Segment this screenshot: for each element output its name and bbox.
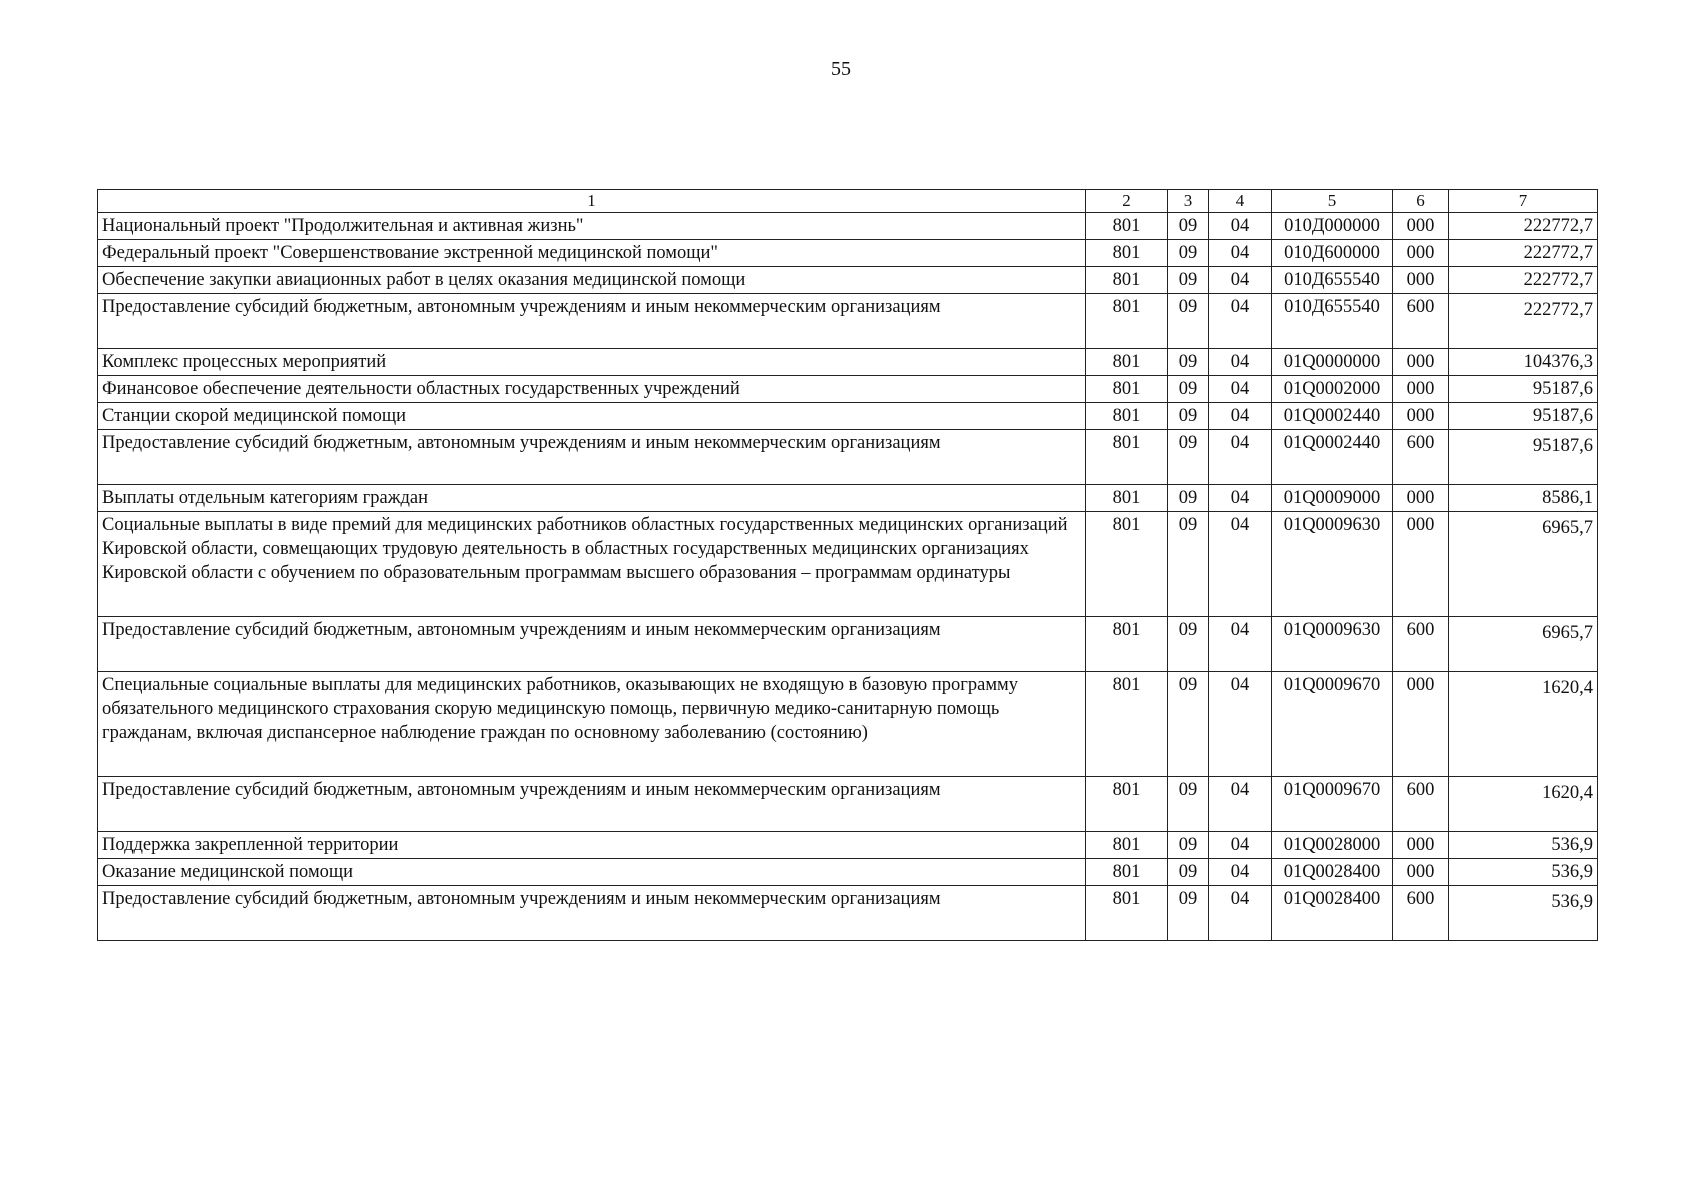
cell-target-article: 010Д000000 <box>1272 213 1393 240</box>
cell-ministry-code: 801 <box>1086 403 1168 430</box>
cell-target-article: 01Q0028400 <box>1272 886 1393 941</box>
cell-name: Выплаты отдельным категориям граждан <box>98 485 1086 512</box>
cell-subsection: 04 <box>1209 485 1272 512</box>
cell-section: 09 <box>1168 403 1209 430</box>
cell-target-article: 01Q0028000 <box>1272 832 1393 859</box>
cell-section: 09 <box>1168 859 1209 886</box>
cell-target-article: 01Q0009670 <box>1272 777 1393 832</box>
cell-target-article: 01Q0009630 <box>1272 512 1393 617</box>
column-header: 4 <box>1209 190 1272 213</box>
cell-target-article: 01Q0002440 <box>1272 403 1393 430</box>
cell-name: Федеральный проект "Совершенствование экстренной медицинской помощи" <box>98 240 1086 267</box>
cell-section: 09 <box>1168 832 1209 859</box>
cell-expense-type: 000 <box>1393 403 1449 430</box>
cell-name: Национальный проект "Продолжительная и активная жизнь" <box>98 213 1086 240</box>
cell-name: Обеспечение закупки авиационных работ в целях оказания медицинской помощи <box>98 267 1086 294</box>
cell-target-article: 01Q0002440 <box>1272 430 1393 485</box>
column-header: 1 <box>98 190 1086 213</box>
cell-name: Оказание медицинской помощи <box>98 859 1086 886</box>
cell-subsection: 04 <box>1209 617 1272 672</box>
cell-ministry-code: 801 <box>1086 512 1168 617</box>
cell-expense-type: 000 <box>1393 832 1449 859</box>
cell-subsection: 04 <box>1209 213 1272 240</box>
table-row <box>98 512 1598 617</box>
table-row <box>98 267 1598 294</box>
cell-amount: 536,9 <box>1449 886 1598 941</box>
cell-amount: 1620,4 <box>1449 777 1598 832</box>
table-body <box>98 213 1598 941</box>
cell-name: Предоставление субсидий бюджетным, автономным учреждениям и иным некоммерческим организациям <box>98 617 1086 672</box>
table-row <box>98 430 1598 485</box>
cell-section: 09 <box>1168 213 1209 240</box>
cell-section: 09 <box>1168 294 1209 349</box>
budget-table <box>97 189 1598 941</box>
cell-subsection: 04 <box>1209 403 1272 430</box>
cell-amount: 6965,7 <box>1449 617 1598 672</box>
cell-subsection: 04 <box>1209 294 1272 349</box>
cell-ministry-code: 801 <box>1086 617 1168 672</box>
cell-expense-type: 000 <box>1393 672 1449 777</box>
table-row <box>98 672 1598 777</box>
cell-target-article: 010Д655540 <box>1272 294 1393 349</box>
cell-section: 09 <box>1168 240 1209 267</box>
cell-name: Предоставление субсидий бюджетным, автономным учреждениям и иным некоммерческим организациям <box>98 430 1086 485</box>
cell-section: 09 <box>1168 672 1209 777</box>
cell-ministry-code: 801 <box>1086 430 1168 485</box>
cell-name: Социальные выплаты в виде премий для медицинских работников областных государственных медицинских организаций Кировской области, совмещающих трудовую деятельность в областных государственных медицинских организациях Кировской области с обучением по образовательным программам высшего образования – программам ординатуры <box>98 512 1086 617</box>
cell-target-article: 01Q0009670 <box>1272 672 1393 777</box>
cell-expense-type: 000 <box>1393 213 1449 240</box>
cell-amount: 536,9 <box>1449 832 1598 859</box>
cell-subsection: 04 <box>1209 672 1272 777</box>
cell-amount: 222772,7 <box>1449 240 1598 267</box>
column-header: 5 <box>1272 190 1393 213</box>
cell-section: 09 <box>1168 886 1209 941</box>
table-row <box>98 240 1598 267</box>
column-header: 3 <box>1168 190 1209 213</box>
table-row <box>98 832 1598 859</box>
cell-amount: 104376,3 <box>1449 349 1598 376</box>
cell-subsection: 04 <box>1209 267 1272 294</box>
cell-expense-type: 600 <box>1393 617 1449 672</box>
cell-ministry-code: 801 <box>1086 777 1168 832</box>
cell-subsection: 04 <box>1209 512 1272 617</box>
cell-amount: 1620,4 <box>1449 672 1598 777</box>
cell-expense-type: 000 <box>1393 512 1449 617</box>
cell-subsection: 04 <box>1209 376 1272 403</box>
cell-ministry-code: 801 <box>1086 886 1168 941</box>
cell-subsection: 04 <box>1209 430 1272 485</box>
cell-ministry-code: 801 <box>1086 294 1168 349</box>
cell-amount: 95187,6 <box>1449 376 1598 403</box>
table-row <box>98 213 1598 240</box>
cell-ministry-code: 801 <box>1086 376 1168 403</box>
table-row <box>98 294 1598 349</box>
cell-ministry-code: 801 <box>1086 267 1168 294</box>
cell-expense-type: 600 <box>1393 886 1449 941</box>
table-row <box>98 485 1598 512</box>
page-number: 55 <box>831 58 851 80</box>
cell-name: Комплекс процессных мероприятий <box>98 349 1086 376</box>
cell-subsection: 04 <box>1209 240 1272 267</box>
cell-ministry-code: 801 <box>1086 349 1168 376</box>
cell-target-article: 010Д655540 <box>1272 267 1393 294</box>
cell-expense-type: 600 <box>1393 430 1449 485</box>
cell-amount: 6965,7 <box>1449 512 1598 617</box>
cell-amount: 8586,1 <box>1449 485 1598 512</box>
cell-amount: 222772,7 <box>1449 294 1598 349</box>
cell-subsection: 04 <box>1209 777 1272 832</box>
cell-amount: 222772,7 <box>1449 267 1598 294</box>
cell-subsection: 04 <box>1209 859 1272 886</box>
cell-expense-type: 600 <box>1393 777 1449 832</box>
cell-name: Предоставление субсидий бюджетным, автономным учреждениям и иным некоммерческим организациям <box>98 886 1086 941</box>
cell-name: Поддержка закрепленной территории <box>98 832 1086 859</box>
cell-expense-type: 600 <box>1393 294 1449 349</box>
table-row <box>98 376 1598 403</box>
cell-name: Финансовое обеспечение деятельности областных государственных учреждений <box>98 376 1086 403</box>
cell-subsection: 04 <box>1209 886 1272 941</box>
column-header: 6 <box>1393 190 1449 213</box>
cell-ministry-code: 801 <box>1086 672 1168 777</box>
cell-name: Станции скорой медицинской помощи <box>98 403 1086 430</box>
cell-section: 09 <box>1168 512 1209 617</box>
cell-expense-type: 000 <box>1393 376 1449 403</box>
cell-ministry-code: 801 <box>1086 240 1168 267</box>
table-row <box>98 886 1598 941</box>
cell-section: 09 <box>1168 430 1209 485</box>
cell-section: 09 <box>1168 777 1209 832</box>
cell-ministry-code: 801 <box>1086 485 1168 512</box>
cell-expense-type: 000 <box>1393 859 1449 886</box>
cell-expense-type: 000 <box>1393 240 1449 267</box>
cell-section: 09 <box>1168 617 1209 672</box>
table-row <box>98 403 1598 430</box>
column-header: 2 <box>1086 190 1168 213</box>
cell-target-article: 01Q0009000 <box>1272 485 1393 512</box>
cell-ministry-code: 801 <box>1086 832 1168 859</box>
table-row <box>98 777 1598 832</box>
cell-amount: 536,9 <box>1449 859 1598 886</box>
cell-subsection: 04 <box>1209 832 1272 859</box>
cell-ministry-code: 801 <box>1086 213 1168 240</box>
column-header: 7 <box>1449 190 1598 213</box>
cell-ministry-code: 801 <box>1086 859 1168 886</box>
cell-name: Предоставление субсидий бюджетным, автономным учреждениям и иным некоммерческим организациям <box>98 294 1086 349</box>
table-row <box>98 617 1598 672</box>
cell-target-article: 01Q0028400 <box>1272 859 1393 886</box>
cell-amount: 95187,6 <box>1449 430 1598 485</box>
cell-target-article: 01Q0000000 <box>1272 349 1393 376</box>
cell-section: 09 <box>1168 376 1209 403</box>
table-header-row <box>98 190 1598 213</box>
table-row <box>98 349 1598 376</box>
cell-target-article: 01Q0002000 <box>1272 376 1393 403</box>
cell-amount: 222772,7 <box>1449 213 1598 240</box>
cell-target-article: 010Д600000 <box>1272 240 1393 267</box>
cell-section: 09 <box>1168 267 1209 294</box>
cell-expense-type: 000 <box>1393 267 1449 294</box>
cell-name: Предоставление субсидий бюджетным, автономным учреждениям и иным некоммерческим организациям <box>98 777 1086 832</box>
cell-section: 09 <box>1168 349 1209 376</box>
cell-expense-type: 000 <box>1393 485 1449 512</box>
cell-amount: 95187,6 <box>1449 403 1598 430</box>
cell-section: 09 <box>1168 485 1209 512</box>
cell-name: Специальные социальные выплаты для медицинских работников, оказывающих не входящую в базовую программу обязательного медицинского страхования скорую медицинскую помощь, первичную медико-санитарную помощь гражданам, включая диспансерное наблюдение граждан по основному заболеванию (состоянию) <box>98 672 1086 777</box>
cell-expense-type: 000 <box>1393 349 1449 376</box>
table-row <box>98 859 1598 886</box>
cell-subsection: 04 <box>1209 349 1272 376</box>
cell-target-article: 01Q0009630 <box>1272 617 1393 672</box>
